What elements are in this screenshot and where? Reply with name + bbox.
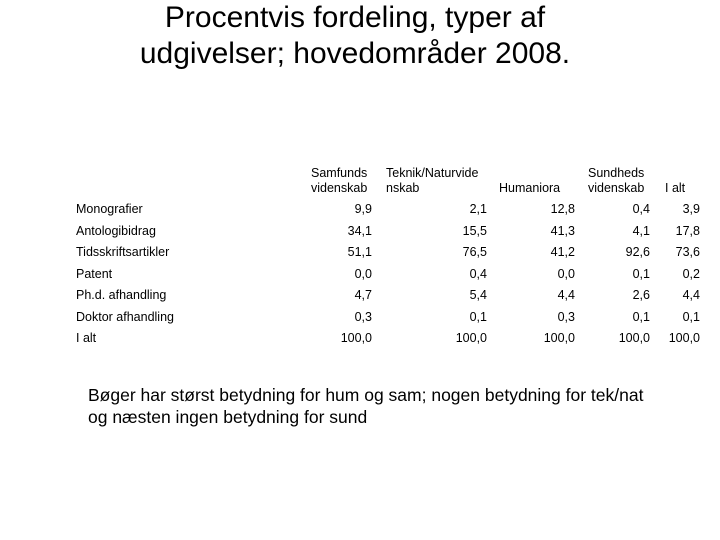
col-header-i-alt: I alt — [665, 181, 686, 195]
table-cell: 4,4 — [557, 288, 575, 302]
table-cell: 100,0 — [668, 331, 700, 345]
note-line-2: og næsten ingen betydning for sund — [88, 407, 368, 427]
col-header-teknik-naturvidenskab: Teknik/Naturvide nskab — [386, 166, 479, 195]
table-cell: 0,2 — [682, 267, 700, 281]
table-cell: 12,8 — [550, 202, 575, 216]
note-line-1: Bøger har størst betydning for hum og sam; nogen betydning for tek/nat — [88, 385, 644, 405]
table-cell: 41,3 — [550, 224, 575, 238]
row-label: Patent — [76, 267, 113, 281]
row-label: Ph.d. afhandling — [76, 288, 167, 302]
table-cell: 4,4 — [682, 288, 700, 302]
row-label: Antologibidrag — [76, 224, 156, 238]
table-cell: 15,5 — [462, 224, 487, 238]
row-label: I alt — [76, 331, 97, 345]
table-cell: 9,9 — [354, 202, 372, 216]
table-cell: 0,3 — [354, 310, 372, 324]
title-line-1: Procentvis fordeling, typer af — [164, 1, 546, 34]
table-cell: 0,3 — [557, 310, 575, 324]
table-cell: 4,1 — [632, 224, 650, 238]
table-cell: 0,0 — [354, 267, 372, 281]
table-cell: 0,1 — [632, 267, 650, 281]
table-cell: 17,8 — [675, 224, 700, 238]
table-cell: 0,1 — [469, 310, 487, 324]
table-cell: 41,2 — [550, 245, 575, 259]
table-cell: 51,1 — [347, 245, 372, 259]
table-cell: 5,4 — [469, 288, 487, 302]
table-cell: 0,4 — [632, 202, 650, 216]
row-label: Doktor afhandling — [76, 310, 174, 324]
table-cell: 0,1 — [682, 310, 700, 324]
table-cell: 76,5 — [462, 245, 487, 259]
table-cell: 100,0 — [618, 331, 650, 345]
col-header-humaniora: Humaniora — [499, 181, 561, 195]
table-cell: 2,1 — [469, 202, 487, 216]
title-line-2: udgivelser; hovedområder 2008. — [139, 37, 571, 70]
table-cell: 73,6 — [675, 245, 700, 259]
table-cell: 0,0 — [557, 267, 575, 281]
col-header-sundhedsvidenskab: Sundheds videnskab — [588, 166, 645, 195]
table-cell: 4,7 — [354, 288, 372, 302]
summary-note — [88, 384, 688, 428]
row-label: Monografier — [76, 202, 143, 216]
table-cell: 0,1 — [632, 310, 650, 324]
table-cell: 100,0 — [543, 331, 575, 345]
table-cell: 92,6 — [625, 245, 650, 259]
col-header-samfundsvidenskab: Samfunds videnskab — [311, 166, 368, 195]
table-cell: 2,6 — [632, 288, 650, 302]
table-cell: 0,4 — [469, 267, 487, 281]
table-cell: 34,1 — [347, 224, 372, 238]
table-cell: 100,0 — [455, 331, 487, 345]
table-cell: 3,9 — [682, 202, 700, 216]
table-cell: 100,0 — [340, 331, 372, 345]
row-label: Tidsskriftsartikler — [76, 245, 170, 259]
